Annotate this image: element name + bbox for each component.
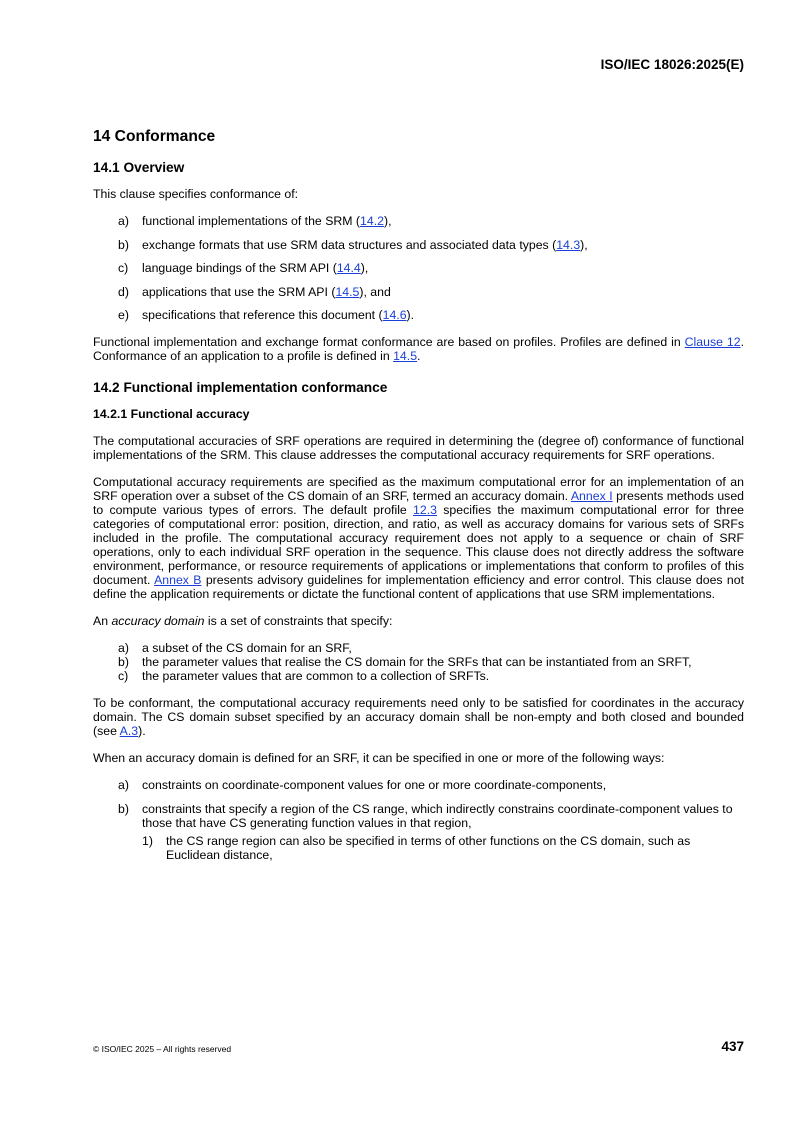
ref-link-annex-b[interactable]: Annex B bbox=[154, 573, 202, 587]
list-item: d) applications that use the SRM API (14.5), and bbox=[118, 284, 391, 299]
accuracy-paragraph-1: The computational accuracies of SRF operations are required in determining the (degree of) conformance of functional implementations of the SRM. This clause addresses the computational accuracy requirements for SRF operations. bbox=[93, 434, 744, 462]
page-content bbox=[93, 128, 744, 862]
list-item: b) exchange formats that use SRM data structures and associated data types (14.3), bbox=[118, 237, 588, 252]
footer-copyright: © ISO/IEC 2025 – All rights reserved bbox=[93, 1044, 232, 1054]
ref-link-12-3[interactable]: 12.3 bbox=[413, 503, 437, 517]
conformance-list bbox=[93, 214, 744, 322]
section-title: 14 Conformance bbox=[93, 128, 216, 145]
ref-link-14-5-b[interactable]: 14.5 bbox=[393, 349, 418, 363]
accuracy-paragraph-2: Computational accuracy requirements are specified as the maximum computational error for an implementation of an SRF operation over a subset of the CS domain of an SRF, termed an accuracy domain. Annex I presents methods used to compute various types of errors. The default profile 12.3 specifies the maximum computational error for three categories of computational error: position, direction, and ratio, as well as accuracy domains for various sets of SRFs included in the profile. The computational accuracy requirement does not apply to a sequence or chain of SRF operations, only to each individual SRF operation in the sequence. This clause does not directly address the software environment, performance, or resource requirements of applications or implementations that conform to profiles of this document. Annex B presents advisory guidelines for implementation efficiency and error control. This clause does not define the application requirements or dictate the functional content of applications that use SRM implementations. bbox=[93, 475, 744, 601]
list-item: a) a subset of the CS domain for an SRF, bbox=[118, 641, 352, 655]
ref-link-clause-12[interactable]: Clause 12 bbox=[684, 335, 741, 349]
ref-link-14-6[interactable]: 14.6 bbox=[382, 308, 407, 322]
accuracy-domain-definition: An accuracy domain is a set of constraints that specify: bbox=[93, 614, 393, 628]
accuracy-domain-list bbox=[93, 641, 744, 683]
functional-accuracy-title: 14.2.1 Functional accuracy bbox=[93, 407, 250, 421]
list-label: b) bbox=[118, 801, 129, 816]
list-label: b) bbox=[118, 237, 129, 252]
sub-list-label: 1) bbox=[142, 833, 153, 848]
list-label: a) bbox=[118, 778, 129, 792]
specification-ways-list bbox=[93, 778, 744, 862]
overview-title: 14.1 Overview bbox=[93, 160, 185, 175]
page-number: 437 bbox=[721, 1039, 744, 1054]
list-item: e) specifications that reference this document (14.6). bbox=[118, 308, 415, 322]
ref-link-14-4[interactable]: 14.4 bbox=[336, 261, 361, 275]
list-item: c) language bindings of the SRM API (14.4), bbox=[118, 261, 369, 275]
list-label: c) bbox=[118, 669, 129, 683]
list-label: b) bbox=[118, 655, 129, 669]
functional-conformance-title: 14.2 Functional implementation conformance bbox=[93, 380, 388, 395]
list-label: c) bbox=[118, 261, 129, 275]
specification-ways-intro: When an accuracy domain is defined for an SRF, it can be specified in one or more of the following ways: bbox=[93, 751, 665, 765]
ref-link-a-3[interactable]: A.3 bbox=[119, 724, 139, 738]
sub-list-item: 1) the CS range region can also be specified in terms of other functions on the CS domain, such as Euclidean distance, bbox=[142, 833, 691, 862]
list-item: a) functional implementations of the SRM (14.2), bbox=[118, 214, 392, 228]
overview-intro: This clause specifies conformance of: bbox=[93, 187, 299, 201]
ref-link-14-5[interactable]: 14.5 bbox=[335, 284, 360, 299]
list-label: d) bbox=[118, 284, 129, 299]
list-item: a) constraints on coordinate-component values for one or more coordinate-components, bbox=[118, 778, 607, 792]
list-item: b) constraints that specify a region of the CS range, which indirectly constrains coordinate-component values to those that have CS generating function values in that region, 1) the CS range region can also be specified in terms of other functions on the CS domain, such as Euclidean distance, bbox=[93, 802, 744, 862]
ref-link-14-3[interactable]: 14.3 bbox=[556, 237, 581, 252]
list-label: a) bbox=[118, 214, 129, 228]
ref-link-14-2[interactable]: 14.2 bbox=[360, 214, 384, 228]
ref-link-annex-i[interactable]: Annex I bbox=[570, 489, 613, 503]
list-label: a) bbox=[118, 641, 129, 655]
sub-list bbox=[142, 834, 744, 862]
list-item: b) the parameter values that realise the CS domain for the SRFs that can be instantiated from an SRFT, bbox=[118, 655, 692, 669]
document-id: ISO/IEC 18026:2025(E) bbox=[600, 57, 744, 72]
profiles-paragraph: Functional implementation and exchange format conformance are based on profiles. Profiles are defined in Clause 12. Conformance of an application to a profile is defined in 14.5. bbox=[93, 335, 744, 363]
list-item: c) the parameter values that are common to a collection of SRFTs. bbox=[118, 669, 490, 683]
list-label: e) bbox=[118, 308, 129, 322]
conformance-requirement-paragraph: To be conformant, the computational accuracy requirements need only to be satisfied for coordinates in the accuracy domain. The CS domain subset specified by an accuracy domain shall be non-empty and both closed and bounded (see A.3). bbox=[93, 696, 744, 738]
